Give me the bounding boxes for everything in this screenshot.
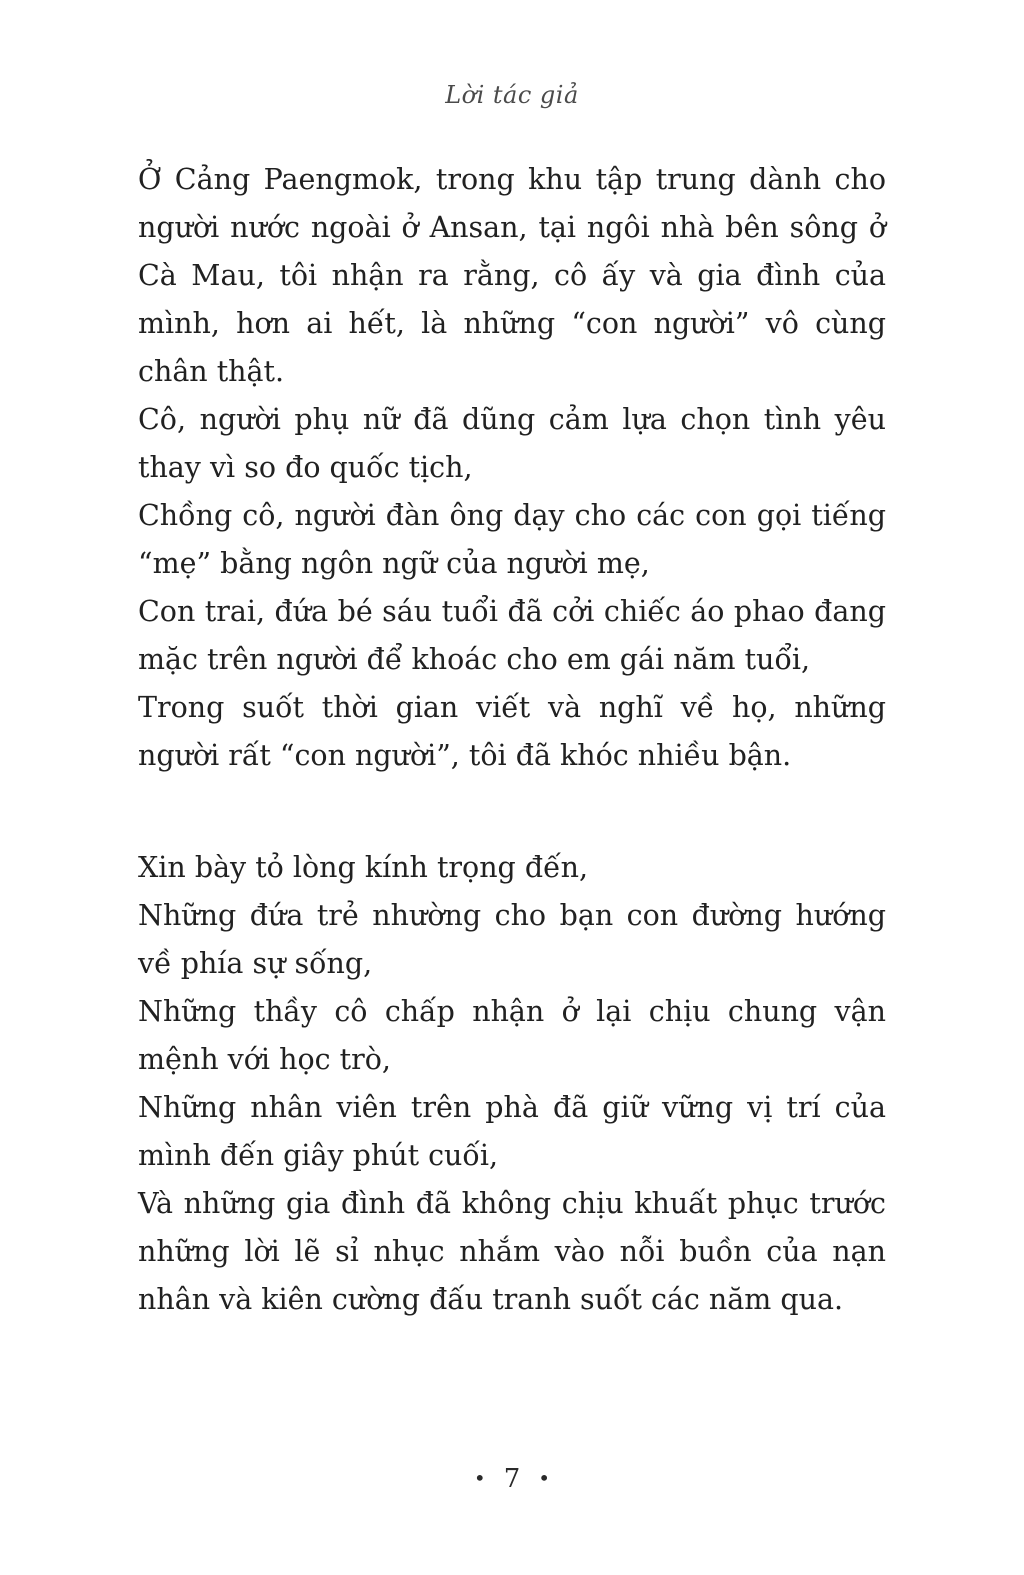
page-number-value: 7 [503, 1464, 521, 1494]
running-head-title: Lời tác giả [445, 81, 579, 109]
paragraph: Những đứa trẻ nhường cho bạn con đường hướng về phía sự sống, [138, 899, 886, 980]
paragraph: Những nhân viên trên phà đã giữ vững vị trí của mình đến giây phút cuối, [138, 1091, 886, 1172]
page-body-text [138, 156, 886, 1324]
page-number [0, 1460, 1024, 1497]
page-number-bullet-right: • [538, 1466, 551, 1490]
paragraph: Ở Cảng Paengmok, trong khu tập trung dành cho người nước ngoài ở Ansan, tại ngôi nhà bên sông ở Cà Mau, tôi nhận ra rằng, cô ấy và gia đình của mình, hơn ai hết, là những “con người” vô cùng chân thật. [138, 163, 886, 388]
paragraph: Con trai, đứa bé sáu tuổi đã cởi chiếc áo phao đang mặc trên người để khoác cho em gái năm tuổi, [138, 595, 886, 676]
paragraph: Những thầy cô chấp nhận ở lại chịu chung vận mệnh với học trò, [138, 995, 886, 1076]
paragraph: Xin bày tỏ lòng kính trọng đến, [138, 851, 589, 884]
paragraph: Chồng cô, người đàn ông dạy cho các con gọi tiếng “mẹ” bằng ngôn ngữ của người mẹ, [138, 499, 886, 580]
paragraph: Trong suốt thời gian viết và nghĩ về họ, những người rất “con người”, tôi đã khóc nhiều bận. [138, 691, 886, 772]
paragraph: Cô, người phụ nữ đã dũng cảm lựa chọn tình yêu thay vì so đo quốc tịch, [138, 403, 886, 484]
page-number-bullet-left: • [473, 1466, 486, 1490]
paragraph: Và những gia đình đã không chịu khuất phục trước những lời lẽ sỉ nhục nhắm vào nỗi buồn của nạn nhân và kiên cường đấu tranh suốt các năm qua. [138, 1187, 886, 1316]
